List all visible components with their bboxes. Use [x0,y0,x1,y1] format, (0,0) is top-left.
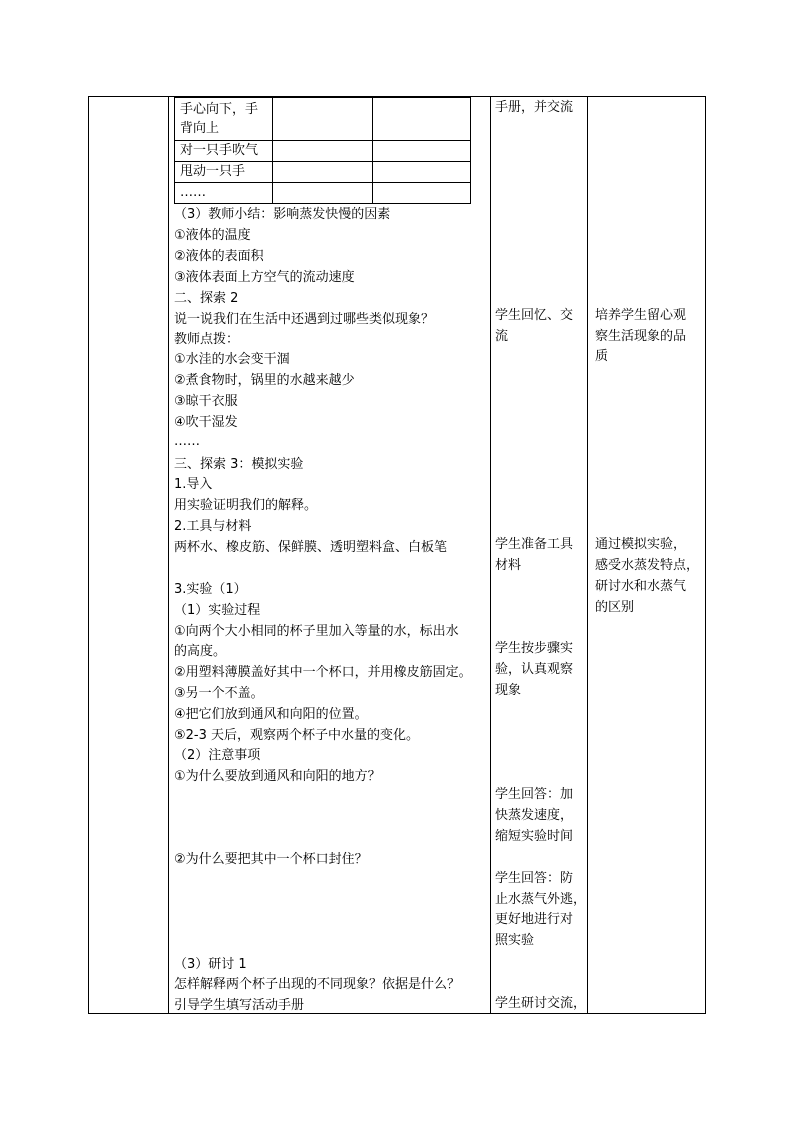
content-line: （3）研讨 1 [174,957,247,972]
content-line: 教师点拨： [174,332,240,347]
observation-row-label: 对一只手吹气 [180,143,259,158]
content-line: ②用塑料薄膜盖好其中一个杯口，并用橡皮筋固定。 [174,665,472,680]
content-line: ②液体的表面积 [174,249,264,264]
content-line: 两杯水、橡皮筋、保鲜膜、透明塑料盒、白板笔 [174,540,448,555]
purpose-line: 通过模拟实验， [595,537,687,552]
content-line: ①向两个大小相同的杯子里加入等量的水，标出水 [174,624,459,639]
student-line: 止水蒸气外逃， [495,892,587,907]
content-line: ④把它们放到通风和向阳的位置。 [174,707,368,722]
content-line: 用实验证明我们的解释。 [174,498,318,513]
purpose-line: 察生活现象的品 [595,329,687,344]
content-line: ③另一个不盖。 [174,686,264,701]
observation-row-label: …… [180,185,206,200]
student-line: 验，认真观察 [495,662,574,677]
content-line: 1.导入 [174,477,213,492]
observation-row-label: 背向上 [180,121,220,136]
content-line: ④吹干湿发 [174,415,238,430]
purpose-line: 质 [595,349,609,364]
content-line: 说一说我们在生活中还遇到过哪些类似现象？ [174,312,435,327]
student-line: 学生回答：防 [495,871,574,886]
student-line: 更好地进行对 [495,912,574,927]
student-line: 材料 [495,558,522,573]
content-line: 的高度。 [174,644,227,659]
content-line: 二、探索 2 [174,291,239,306]
student-line: 现象 [495,683,522,698]
content-line: 引导学生填写活动手册 [174,998,305,1013]
student-line: 缩短实验时间 [495,829,574,844]
purpose-line: 培养学生留心观 [595,308,687,323]
column-divider-3 [587,97,588,1013]
purpose-line: 的区别 [595,600,635,615]
content-line: ⑤2-3 天后，观察两个杯子中水量的变化。 [174,728,420,743]
student-line: 手册，并交流 [495,100,574,115]
observation-table [174,97,471,204]
student-line: 照实验 [495,933,535,948]
content-line: ③液体表面上方空气的流动速度 [174,270,355,285]
content-line: （3）教师小结：影响蒸发快慢的因素 [174,207,391,222]
column-divider-1 [168,97,169,1013]
column-divider-2 [490,97,491,1013]
content-line: ①水洼的水会变干涸 [174,352,290,367]
student-line: 学生研讨交流， [495,996,587,1011]
content-line: …… [174,434,200,449]
content-line: ①液体的温度 [174,228,251,243]
student-line: 学生回忆、交 [495,308,574,323]
content-line: （1）实验过程 [174,603,261,618]
observation-row-label: 手心向下，手 [180,102,259,117]
content-line: ②为什么要把其中一个杯口封住？ [174,852,368,867]
content-line: 3.实验（1） [174,582,247,597]
content-line: ②煮食物时，锅里的水越来越少 [174,373,355,388]
content-line: ③晾干衣服 [174,394,238,409]
purpose-line: 感受水蒸发特点， [595,558,700,573]
purpose-line: 研讨水和水蒸气 [595,579,687,594]
student-line: 学生准备工具 [495,537,574,552]
content-line: 三、探索 3：模拟实验 [174,457,304,472]
content-line: 怎样解释两个杯子出现的不同现象？依据是什么？ [174,977,461,992]
student-line: 流 [495,329,509,344]
student-line: 学生按步骤实 [495,641,574,656]
content-line: （2）注意事项 [174,748,261,763]
content-line: 2.工具与材料 [174,519,252,534]
observation-row-label: 甩动一只手 [180,164,246,179]
student-line: 学生回答：加 [495,787,574,802]
content-line: ①为什么要放到通风和向阳的地方？ [174,769,381,784]
student-line: 快蒸发速度， [495,808,574,823]
